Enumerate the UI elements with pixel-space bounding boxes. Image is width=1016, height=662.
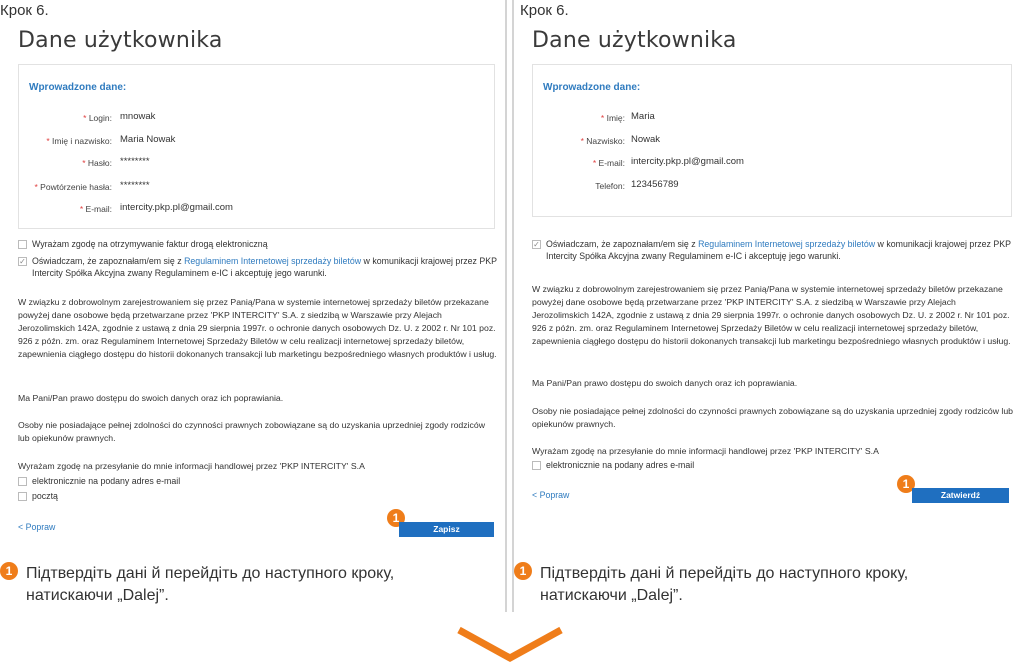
entered-data-heading: Wprowadzone dane: [543,82,641,93]
field-value: 123456789 [631,179,679,190]
field-label: Nazwisko: [586,136,625,146]
field-label: Powtórzenie hasła: [40,182,112,192]
field-label: Login: [88,113,112,123]
field-last-name [533,134,1011,148]
terms-accept-prefix: Oświadczam, że zapoznałam/em się z [546,239,699,249]
marketing-consent-paragraph: Wyrażam zgodę na przesyłanie do mnie informacji handlowej przez 'PKP INTERCITY' S.A [532,446,879,456]
required-marker: * [79,204,86,214]
hint-line-2: натискаючи „Dalej”. [26,587,169,604]
number-badge-icon: 1 [387,509,405,527]
hint-line-2: натискаючи „Dalej”. [540,587,683,604]
required-marker: * [46,136,52,146]
consent-email-checkbox[interactable] [18,477,27,486]
terms-accept-checkbox[interactable]: ✓ [533,240,540,249]
field-label: Imię i nazwisko: [52,136,112,146]
back-link[interactable]: < Popraw [532,490,570,500]
field-password [19,156,494,170]
minors-paragraph: Osoby nie posiadające pełnej zdolności do czynności prawnych zobowiązane są do uzyskania uprzedniej zgody rodziców lub opiekunów prawnych. [18,420,485,444]
field-label: Telefon: [595,181,625,191]
field-value: Nowak [631,134,661,145]
entered-data-box [18,64,495,229]
field-value: ******** [120,180,150,191]
field-value: ******** [120,156,150,167]
field-password-repeat [19,180,494,194]
field-value: mnowak [120,111,156,122]
step-label: Крок 6. [520,2,569,19]
terms-accept-suffix: w komunikacji krajowej przez PKP Intercity Spółka Akcyjna zwany Regulaminem e-IC i akceptuję jego warunki. [32,256,497,278]
entered-data-heading: Wprowadzone dane: [29,82,127,93]
marketing-consent-paragraph: Wyrażam zgodę na przesyłanie do mnie informacji handlowej przez 'PKP INTERCITY' S.A [18,461,365,471]
field-label: Hasło: [87,158,112,168]
field-first-name [533,111,1011,125]
terms-link[interactable]: Regulaminem Internetowej sprzedaży biletów [698,239,876,249]
field-label: E-mail: [598,158,625,168]
required-marker: * [580,136,587,146]
right-panel [514,0,1016,662]
entered-data-box [532,64,1012,217]
terms-accept-checkbox[interactable]: ✓ [19,257,26,266]
consent-post-label: pocztą [32,491,58,501]
required-marker: * [34,182,41,192]
back-link[interactable]: < Popraw [18,522,56,532]
field-login [19,111,494,125]
consent-email-label: elektronicznie na podany adres e-mail [546,460,695,470]
required-marker: * [592,158,599,168]
minors-paragraph: Osoby nie posiadające pełnej zdolności do czynności prawnych zobowiązane są do uzyskania uprzedniej zgody rodziców lub opiekunów prawnych. [532,406,1013,430]
hint-line-1: Підтвердіть дані й перейдіть до наступного кроку, [26,565,395,582]
save-button[interactable]: Zapisz [399,522,494,537]
number-badge-icon: 1 [897,475,915,493]
number-badge-icon: 1 [0,562,18,580]
field-label: E-mail: [85,204,112,214]
field-email [19,202,494,216]
data-access-paragraph: Ma Pani/Pan prawo dostępu do swoich danych oraz ich poprawiania. [18,393,284,403]
field-value: Maria [631,111,655,122]
invoice-consent-checkbox[interactable] [18,240,27,249]
terms-accept-prefix: Oświadczam, że zapoznałam/em się z [32,256,185,266]
page-title: Dane użytkownika [18,28,223,53]
step-label: Крок 6. [0,2,49,19]
field-phone [533,179,1011,193]
page-title: Dane użytkownika [532,28,737,53]
required-marker: * [600,113,607,123]
hint-line-1: Підтвердіть дані й перейдіть до наступного кроку, [540,565,909,582]
confirm-button[interactable]: Zatwierdź [912,488,1009,503]
field-full-name [19,134,494,148]
left-panel [0,0,505,662]
field-email [533,156,1011,170]
required-marker: * [82,158,88,168]
chevron-down-icon [455,626,565,662]
consent-post-checkbox[interactable] [18,492,27,501]
consent-email-label: elektronicznie na podany adres e-mail [32,476,181,486]
consent-email-checkbox[interactable] [532,461,541,470]
terms-link[interactable]: Regulaminem Internetowej sprzedaży biletów [184,256,362,266]
panel-divider-left [505,0,507,612]
data-access-paragraph: Ma Pani/Pan prawo dostępu do swoich danych oraz ich poprawiania. [532,378,798,388]
terms-accept-suffix: w komunikacji krajowej przez PKP Intercity Spółka Akcyjna zwany Regulaminem e-IC i akceptuję jego warunki. [546,239,1011,261]
data-processing-paragraph: W związku z dobrowolnym zarejestrowaniem się przez Panią/Pana w systemie internetowej sprzedaży biletów przekazane powyżej dane osobowe będą przetwarzane przez 'PKP INTERCITY' S.A. z siedzibą w Warszawie przy Alejach Jerozolimskich 142A, zgodnie z ustawą z dnia 29 sierpnia 1997r. o ochronie danych osobowych Dz. U. z 2002 r. Nr 101 poz. 926 z późn. zm. oraz Regulaminem Internetowej Sprzedaży Biletów w celu realizacji internetowej sprzedaży biletów, zapewnienia ciągłego dostępu do historii dokonanych transakcji lub marketingu bezpośredniego własnych produktów i usług. [532,284,1011,347]
required-marker: * [83,113,89,123]
invoice-consent-label: Wyrażam zgodę na otrzymywanie faktur drogą elektroniczną [32,239,268,249]
field-value: intercity.pkp.pl@gmail.com [631,156,744,167]
number-badge-icon: 1 [514,562,532,580]
field-label: Imię: [606,113,625,123]
field-value: intercity.pkp.pl@gmail.com [120,202,233,213]
data-processing-paragraph: W związku z dobrowolnym zarejestrowaniem się przez Panią/Pana w systemie internetowej sprzedaży biletów przekazane powyżej dane osobowe będą przetwarzane przez 'PKP INTERCITY' S.A. z siedzibą w Warszawie przy Alejach Jerozolimskich 142A, zgodnie z ustawą z dnia 29 sierpnia 1997r. o ochronie danych osobowych Dz. U. z 2002 r. Nr 101 poz. 926 z późn. zm. oraz Regulaminem Internetowej Sprzedaży Biletów w celu realizacji internetowej sprzedaży biletów, zapewnienia ciągłego dostępu do historii dokonanych transakcji lub marketingu bezpośredniego własnych produktów i usług. [18,297,497,360]
field-value: Maria Nowak [120,134,176,145]
